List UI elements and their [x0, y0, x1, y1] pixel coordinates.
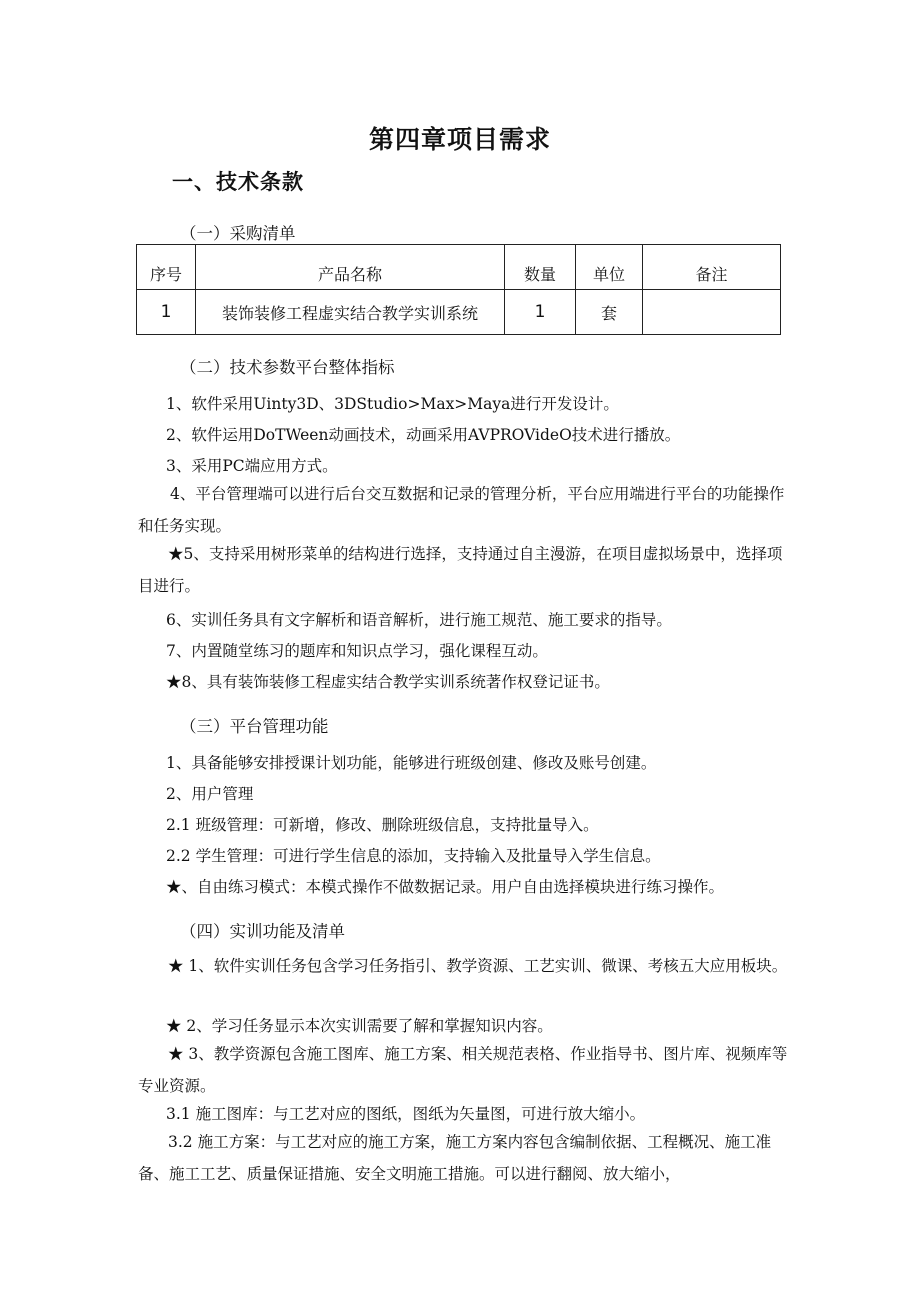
paragraph: 3.1 施工图库：与工艺对应的图纸，图纸为矢量图，可进行放大缩小。 — [166, 1105, 646, 1123]
paragraph: 3.2 施工方案：与工艺对应的施工方案，施工方案内容包含编制依据、工程概况、施工准备、施工工艺、质量保证措施、安全文明施工措施。可以进行翻阅、放大缩小， — [138, 1133, 772, 1183]
header-cell: 数量 — [505, 245, 576, 290]
paragraph: 2、用户管理 — [166, 785, 254, 803]
paragraph: 1、具备能够安排授课计划功能，能够进行班级创建、修改及账号创建。 — [166, 754, 657, 772]
header-cell: 产品名称 — [196, 245, 505, 290]
header-cell: 序号 — [137, 245, 196, 290]
table-header-row — [137, 245, 781, 290]
table-cell: 1 — [137, 290, 196, 335]
paragraph: 2、软件运用DoTWeen动画技术，动画采用AVPROVideO技术进行播放。 — [166, 426, 681, 444]
table-cell — [643, 290, 781, 335]
table-cell: 装饰装修工程虚实结合教学实训系统 — [196, 290, 505, 335]
procurement-table — [136, 244, 781, 335]
paragraph: ★、自由练习模式：本模式操作不做数据记录。用户自由选择模块进行练习操作。 — [166, 878, 725, 896]
page-title: 第四章项目需求 — [368, 125, 551, 154]
paragraph: ★5、支持采用树形菜单的结构进行选择，支持通过自主漫游，在项目虚拟场景中，选择项目进行。 — [138, 545, 783, 595]
section-heading: 一、技术条款 — [172, 170, 304, 194]
table-cell: 套 — [576, 290, 643, 335]
subsection-tech-params: （二）技术参数平台整体指标 — [180, 358, 395, 377]
paragraph: ★ 1、软件实训任务包含学习任务指引、教学资源、工艺实训、微课、考核五大应用板块。 — [168, 957, 788, 975]
subsection-platform-mgmt: （三）平台管理功能 — [180, 717, 329, 736]
header-cell: 备注 — [643, 245, 781, 290]
paragraph: 4、平台管理端可以进行后台交互数据和记录的管理分析，平台应用端进行平台的功能操作和任务实现。 — [138, 485, 785, 535]
table-cell: 1 — [505, 290, 576, 335]
table-row — [137, 290, 781, 335]
subsection-procurement: （一）采购清单 — [180, 224, 296, 243]
paragraph: ★8、具有装饰装修工程虚实结合教学实训系统著作权登记证书。 — [166, 673, 610, 691]
paragraph: ★ 3、教学资源包含施工图库、施工方案、相关规范表格、作业指导书、图片库、视频库等专业资源。 — [138, 1045, 788, 1095]
paragraph: ★ 2、学习任务显示本次实训需要了解和掌握知识内容。 — [166, 1017, 553, 1035]
paragraph: 7、内置随堂练习的题库和知识点学习，强化课程互动。 — [166, 642, 548, 660]
subsection-training: （四）实训功能及清单 — [180, 922, 345, 941]
paragraph: 1、软件采用Uinty3D、3DStudio>Max>Maya进行开发设计。 — [166, 395, 619, 413]
header-cell: 单位 — [576, 245, 643, 290]
paragraph: 2.2 学生管理：可进行学生信息的添加，支持输入及批量导入学生信息。 — [166, 847, 661, 865]
paragraph: 2.1 班级管理：可新增，修改、删除班级信息，支持批量导入。 — [166, 816, 599, 834]
paragraph: 3、采用PC端应用方式。 — [166, 457, 338, 475]
paragraph: 6、实训任务具有文字解析和语音解析，进行施工规范、施工要求的指导。 — [166, 611, 672, 629]
